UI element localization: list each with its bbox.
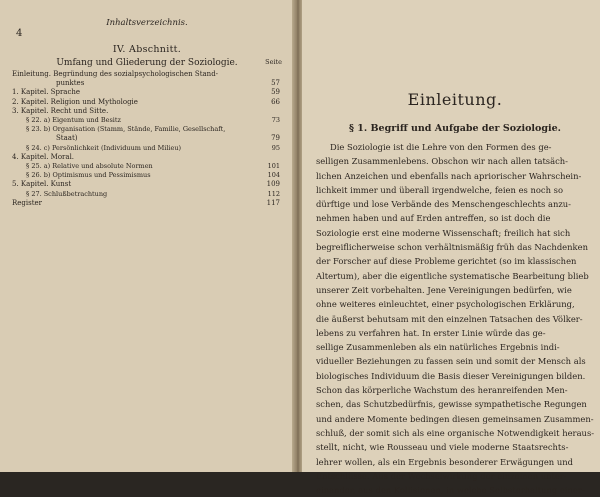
toc-entry-text: punktes xyxy=(56,79,85,88)
body-line: lebens zu verfahren hat. In erster Linie würde das ge- xyxy=(316,327,546,338)
toc-entry-page: 79 xyxy=(271,134,280,143)
body-line: dürftige und lose Verbände des Menschengeschlechts anzu- xyxy=(316,199,571,210)
left-page xyxy=(0,0,296,472)
toc-entry xyxy=(12,107,282,116)
toc-entry xyxy=(12,98,282,107)
toc-entry-text: § 26. b) Optimismus und Pessimismus xyxy=(26,171,151,180)
toc-entry xyxy=(12,79,282,88)
subsection-title-row xyxy=(12,58,282,68)
toc-entry-text: Einleitung. Begründung des sozialpsychologischen Stand- xyxy=(12,70,219,78)
toc-entry xyxy=(12,190,282,199)
toc-entry xyxy=(12,116,282,125)
right-page xyxy=(302,0,600,496)
toc-entry xyxy=(12,171,282,180)
toc-entry-text: 1. Kapitel. Sprache xyxy=(12,88,81,97)
body-line: ohne weiteres einleuchtet, einer psychologischen Erklärung, xyxy=(316,299,575,310)
toc-entry-page: 109 xyxy=(266,180,280,189)
toc-entry-text: 5. Kapitel. Kunst xyxy=(12,180,72,189)
toc-entry-text: § 24. c) Persönlichkeit (Individuum und Milieu) xyxy=(26,143,182,152)
toc-entry-text: 3. Kapitel. Recht und Sitte. xyxy=(12,106,109,115)
body-line: lehrer wollen, als ein Ergebnis besonderer Erwägungen und xyxy=(316,456,573,467)
toc-entry xyxy=(12,180,282,189)
body-line: sellige Zusammenleben als ein natürliches Ergebnis indi- xyxy=(316,342,560,353)
body-line: Schon das körperliche Wachstum des heranreifenden Men- xyxy=(316,385,568,396)
toc-entry-page: 95 xyxy=(271,143,280,152)
seite-label: Seite xyxy=(265,58,282,66)
running-head: Inhaltsverzeichnis. xyxy=(106,18,188,28)
toc-entry xyxy=(12,70,282,79)
body-line: vidueller Beziehungen zu fassen sein und somit der Mensch als xyxy=(316,356,586,367)
body-line: schen, das Schutzbedürfnis, gewisse sympathetische Regungen xyxy=(316,399,587,410)
body-line: unserer Zeit vorbehalten. Jene Vereinigungen bedürfen, wie xyxy=(316,284,572,295)
chapter-title: Einleitung. xyxy=(407,90,503,109)
body-line: Die Soziologie ist die Lehre von den Formen des ge- xyxy=(330,142,552,152)
subsection-title: Umfang und Gliederung der Soziologie. xyxy=(56,58,238,68)
toc-entry-page: 57 xyxy=(271,79,280,88)
page-number: 4 xyxy=(16,28,23,39)
toc-entry-text: Register xyxy=(12,198,43,207)
toc-entry-text: § 23. b) Organisation (Stamm, Stände, Familie, Gesellschaft, xyxy=(26,125,226,134)
toc-entry-page: 112 xyxy=(267,189,280,198)
body-text xyxy=(316,140,594,497)
toc-entry-page: 66 xyxy=(271,97,280,106)
toc-entry-text: 4. Kapitel. Moral. xyxy=(12,152,75,161)
toc-entry-text: 2. Kapitel. Religion und Mythologie xyxy=(12,97,138,106)
toc-entry-page: 117 xyxy=(266,198,280,207)
body-line: biologisches Individuum die Basis dieser Vereinigungen bilden. xyxy=(316,370,586,381)
section-title: IV. Abschnitt. xyxy=(112,44,182,55)
body-line: die äußerst behutsam mit den einzelnen Tatsachen des Völker- xyxy=(316,313,583,324)
body-line: Soziologie erst eine moderne Wissenschaft; freilich hat sich xyxy=(316,227,571,238)
body-line: selligen Zusammenlebens. Obschon wir nach allen tatsäch- xyxy=(316,156,569,167)
body-line: und andere Momente bedingen diesen gemeinsamen Zusammen- xyxy=(316,413,594,424)
toc-entry-text: Staat) xyxy=(56,134,78,143)
toc-entry-text: § 27. Schlußbetrachtung xyxy=(26,189,108,198)
left-page-header xyxy=(12,18,282,39)
toc-entry xyxy=(12,153,282,162)
body-line: der Forscher auf diese Probleme gerichtet (so im klassischen xyxy=(316,256,577,267)
body-line: lichen Anzeichen und ebenfalls nach apriorischer Wahrschein- xyxy=(316,170,582,181)
toc-entry xyxy=(12,162,282,171)
toc-entry xyxy=(12,125,282,134)
toc-entry-page: 101 xyxy=(267,162,280,171)
body-line: schluß, der somit sich als eine organische Notwendigkeit heraus- xyxy=(316,427,594,438)
paragraph-heading: § 1. Begriff und Aufgabe der Soziologie. xyxy=(349,123,561,134)
toc-entry xyxy=(12,88,282,97)
body-line: stellt, nicht, wie Rousseau und viele moderne Staatsrechts- xyxy=(316,442,569,453)
table-of-contents xyxy=(12,70,282,208)
toc-entry-text: § 25. a) Relative und absolute Normen xyxy=(26,162,153,171)
body-line: Entschlüsse. Aus der Wechselwirkung der einzelnen unter- xyxy=(316,470,567,481)
toc-entry xyxy=(12,144,282,153)
body-line: lichkeit immer und überall irgendwelche, feien es noch so xyxy=(316,184,564,195)
toc-entry-text: § 22. a) Eigentum und Besitz xyxy=(26,116,121,125)
body-line: begreiflicherweise schon verhältnismäßig früh das Nachdenken xyxy=(316,242,588,253)
toc-entry-page: 59 xyxy=(271,88,280,97)
body-line: einander, aus den Kollisionen, in welche Selbsterhaltung einer- xyxy=(316,485,585,496)
body-line: nehmen haben und auf Erden antreffen, so ist doch die xyxy=(316,213,551,224)
toc-entry xyxy=(12,134,282,143)
toc-entry xyxy=(12,199,282,208)
body-line: Altertum), aber die eigentliche systematische Bearbeitung blieb xyxy=(316,270,589,281)
toc-entry-page: 104 xyxy=(267,171,280,180)
toc-entry-page: 73 xyxy=(271,116,280,125)
